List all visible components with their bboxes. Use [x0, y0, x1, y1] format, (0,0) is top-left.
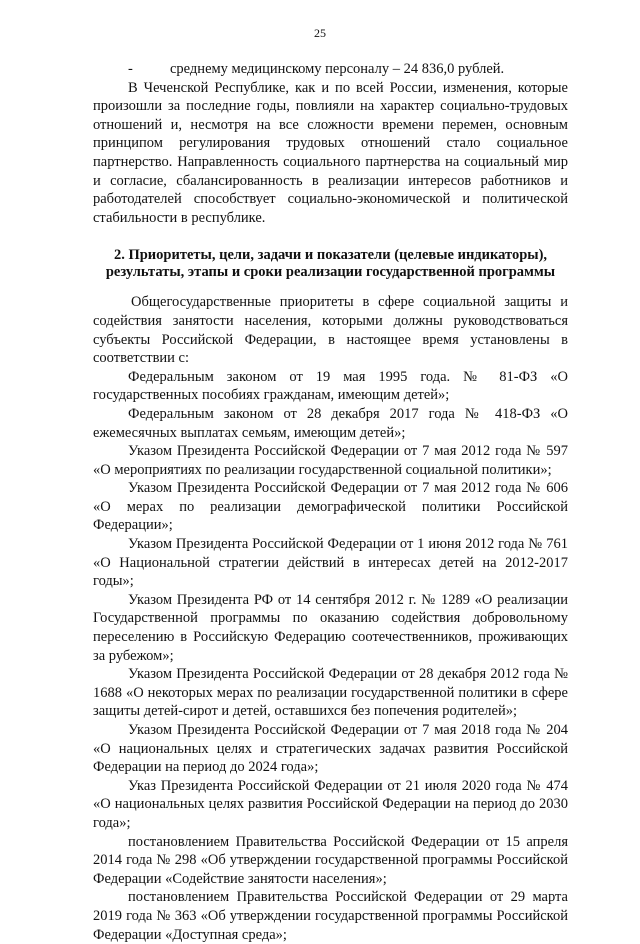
- section-heading: 2. Приоритеты, цели, задачи и показатели (целевые индикаторы), результаты, этапы и сроки реализации государственной программы: [105, 247, 556, 281]
- legal-reference: Федеральным законом от 19 мая 1995 года. № 81-ФЗ «О государственных пособиях гражданам, имеющим детей»;: [93, 368, 568, 404]
- list-item-text: среднему медицинскому персоналу – 24 836,0 рублей.: [170, 61, 505, 77]
- legal-reference: Указом Президента Российской Федерации от 7 мая 2012 года № 606 «О мерах по реализации демографической политики Российской Федерации»;: [93, 480, 568, 534]
- page-number: 25: [314, 26, 326, 40]
- legal-reference: Указом Президента Российской Федерации от 7 мая 2018 года № 204 «О национальных целях и стратегических задачах развития Российской Федерации на период до 2024 года»;: [93, 722, 568, 776]
- legal-reference: Указом Президента Российской Федерации от 1 июня 2012 года № 761 «О Национальной стратегии действий в интересах детей на 2012-2017 годы»;: [93, 536, 568, 590]
- spacer: [93, 227, 568, 247]
- legal-reference: Указом Президента Российской Федерации от 7 мая 2012 года № 597 «О мероприятиях по реализации государственной социальной политики»;: [93, 443, 568, 478]
- list-dash: -: [128, 61, 133, 77]
- legal-reference: Указом Президента РФ от 14 сентября 2012 г. № 1289 «О реализации Государственной программы по оказанию содействия добровольному переселению в Российскую Федерацию соотечественников, проживающих за рубежом»;: [93, 591, 568, 664]
- legal-reference: Федеральным законом от 28 декабря 2017 года № 418-ФЗ «О ежемесячных выплатах семьям, имеющим детей»;: [93, 405, 568, 441]
- body-paragraph: Общегосударственные приоритеты в сфере социальной защиты и содействия занятости населения, которыми должны руководствоваться субъекты Российской Федерации, в настоящее время установлены в соответствии с:: [93, 294, 568, 367]
- dash-list-item: [93, 60, 568, 79]
- page-content: [93, 60, 568, 944]
- legal-reference: постановлением Правительства Российской Федерации от 29 марта 2019 года № 363 «Об утверждении государственной программы Российской Федерации «Доступная среда»;: [93, 889, 568, 943]
- body-paragraph: В Чеченской Республике, как и по всей России, изменения, которые произошли за последние годы, повлияли на характер социально-трудовых отношений и, несмотря на все сложности времени перемен, основным принципом регулирования трудовых отношений стало социальное партнерство. Направленность социального партнерства на социальный мир и согласие, сбалансированность в реализации интересов работников и работодателей способствует социально-экономической и политической стабильности в республике.: [93, 79, 568, 226]
- legal-reference: постановлением Правительства Российской Федерации от 15 апреля 2014 года № 298 «Об утверждении государственной программы Российской Федерации «Содействие занятости населения»;: [93, 833, 568, 887]
- legal-reference: Указ Президента Российской Федерации от 21 июля 2020 года № 474 «О национальных целях развития Российской Федерации на период до 2030 года»;: [93, 777, 568, 831]
- legal-reference: Указом Президента Российской Федерации от 28 декабря 2012 года № 1688 «О некоторых мерах по реализации государственной политики в сфере защиты детей-сирот и детей, оставшихся без попечения родителей»;: [93, 666, 568, 720]
